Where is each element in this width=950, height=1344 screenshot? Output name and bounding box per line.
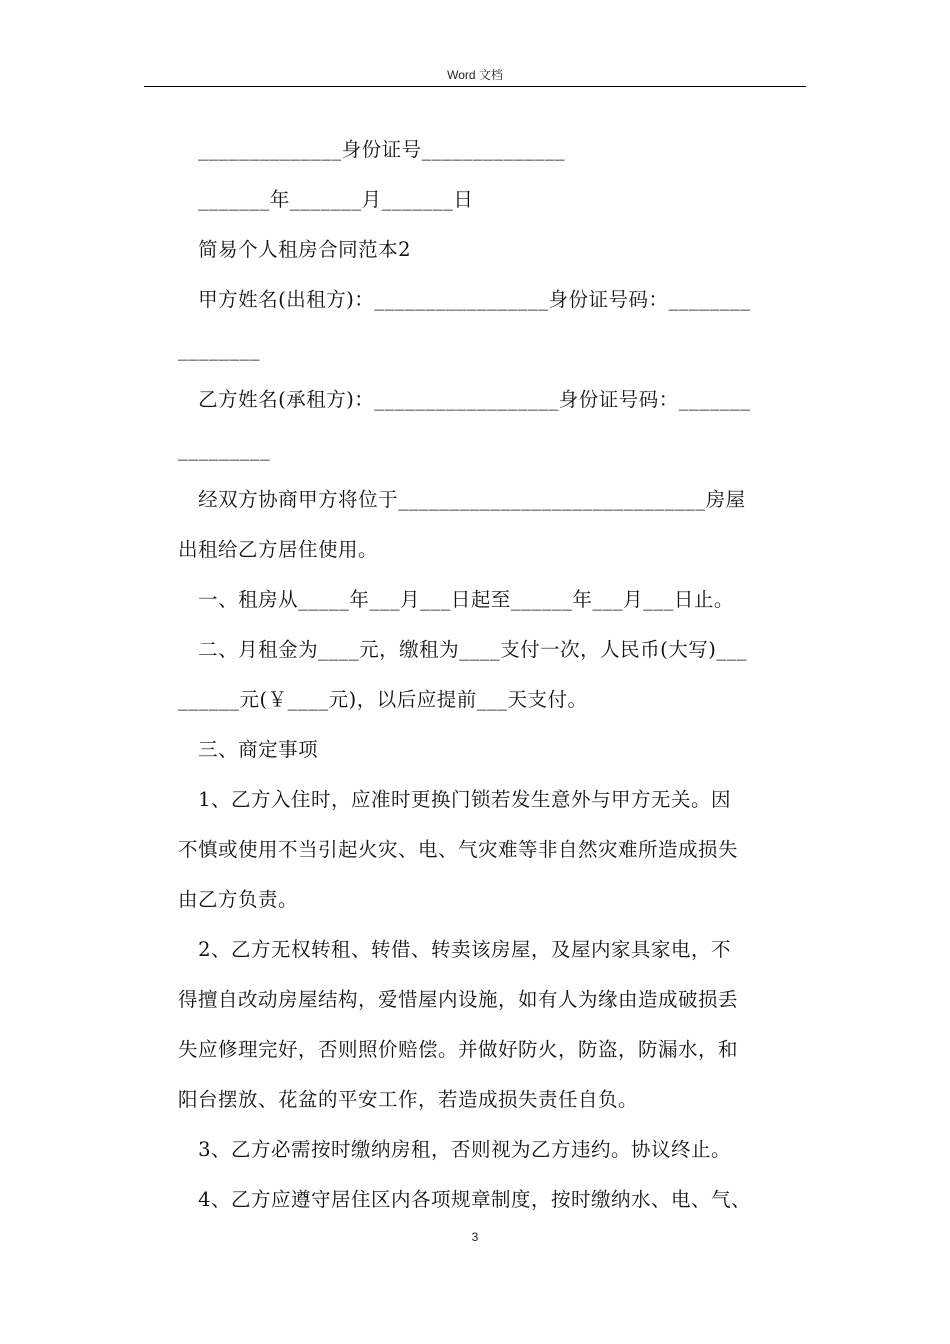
text-line: 经双方协商甲方将位于______________________________房屋 — [178, 488, 746, 511]
text-line: 不慎或使用不当引起火灾、电、气灾难等非自然灾难所造成损失 — [178, 838, 739, 861]
text-line: 2、乙方无权转租、转借、转卖该房屋，及屋内家具家电，不 — [178, 938, 732, 961]
text-line: ______元(￥____元)，以后应提前___天支付。 — [178, 688, 588, 711]
text-line: ______________身份证号______________ — [178, 138, 566, 161]
text-line: 得擅自改动房屋结构，爱惜屋内设施，如有人为缘由造成破损丢 — [178, 988, 739, 1011]
text-line: 乙方姓名(承租方)：__________________身份证号码：_______ — [178, 388, 751, 411]
text-line: 4、乙方应遵守居住区内各项规章制度，按时缴纳水、电、气、 — [178, 1188, 752, 1211]
text-line: 3、乙方必需按时缴纳房租，否则视为乙方违约。协议终止。 — [178, 1138, 732, 1161]
text-line: 1、乙方入住时，应准时更换门锁若发生意外与甲方无关。因 — [178, 788, 732, 811]
header-divider — [144, 86, 806, 87]
text-line: 出租给乙方居住使用。 — [178, 538, 379, 561]
text-line: 二、月租金为____元，缴租为____支付一次，人民币(大写)___ — [178, 638, 748, 661]
text-line: _______年_______月_______日 — [178, 188, 474, 211]
text-line: ________ — [178, 338, 260, 361]
text-line: 甲方姓名(出租方)：_________________身份证号码：________ — [178, 288, 751, 311]
page-header: Word 文档 — [447, 68, 503, 82]
text-line: 三、商定事项 — [178, 738, 319, 761]
text-line: 失应修理完好，否则照价赔偿。并做好防火，防盗，防漏水，和 — [178, 1038, 739, 1061]
text-line: 阳台摆放、花盆的平安工作，若造成损失责任自负。 — [178, 1088, 639, 1111]
text-line: 一、租房从_____年___月___日起至______年___月___日止。 — [178, 588, 734, 611]
page-number: 3 — [471, 1230, 479, 1244]
text-line: _________ — [178, 438, 271, 461]
text-line: 由乙方负责。 — [178, 888, 299, 911]
section-title: 简易个人租房合同范本2 — [178, 238, 412, 261]
